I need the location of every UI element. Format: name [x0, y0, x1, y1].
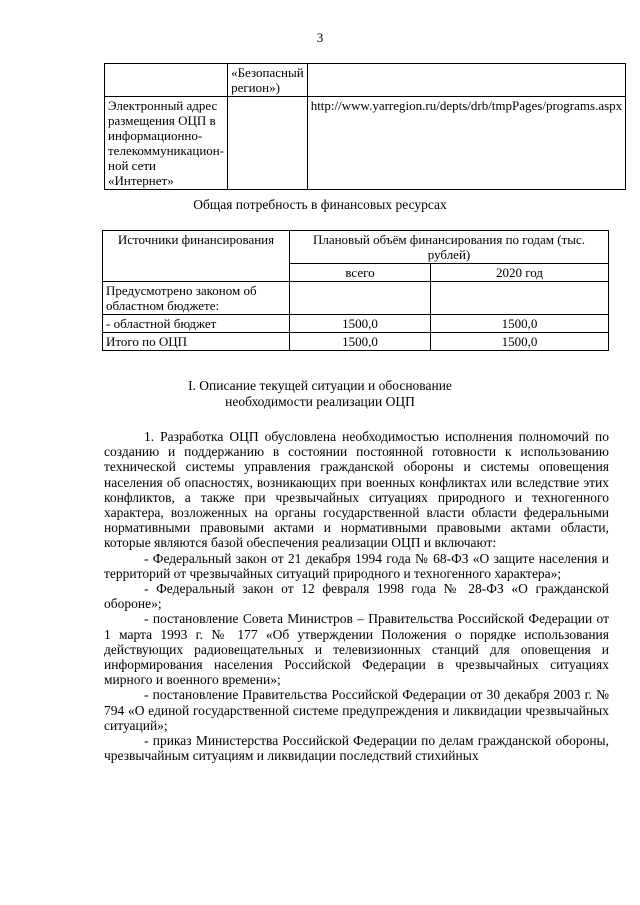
row-source: Итого по ОЦП [103, 333, 290, 351]
table-cell: Электронный адрес размещения ОЦП в информационно-телекоммуникацион-ной сети «Интернет» [105, 97, 228, 190]
row-year [430, 282, 608, 315]
row-total [290, 282, 431, 315]
list-item: - Федеральный закон от 21 декабря 1994 года № 68-ФЗ «О защите населения и территорий от чрезвычайных ситуаций природного и техногенного характера»; [104, 550, 609, 581]
table-row [105, 97, 626, 190]
row-source: Предусмотрено законом об областном бюджете: [103, 282, 290, 315]
table-row [103, 333, 609, 351]
list-item: - приказ Министерства Российской Федерации по делам гражданской обороны, чрезвычайным ситуациям и ликвидации последствий стихийных [104, 733, 609, 764]
section-heading [0, 378, 640, 410]
row-year: 1500,0 [430, 315, 608, 333]
financing-title: Общая потребность в финансовых ресурсах [193, 197, 447, 212]
table-cell [307, 64, 625, 97]
list-item: - Федеральный закон от 12 февраля 1998 года № 28-ФЗ «О гражданской обороне»; [104, 581, 609, 612]
header-source: Источники финансирования [103, 231, 290, 282]
row-total: 1500,0 [290, 315, 431, 333]
row-total: 1500,0 [290, 333, 431, 351]
section-heading-line: I. Описание текущей ситуации и обоснование [188, 378, 452, 393]
list-item: - постановление Совета Министров – Правительства Российской Федерации от 1 марта 1993 г. № 177 «Об утверждении Положения о порядке использования действующих радиовещательных и телевизионных станций для оповещения и информирования населения Российской Федерации в чрезвычайных ситуациях мирного и военного времени»; [104, 611, 609, 688]
row-year: 1500,0 [430, 333, 608, 351]
row-source: - областной бюджет [103, 315, 290, 333]
table-row [105, 64, 626, 97]
body-text [104, 429, 609, 763]
header-total: всего [290, 264, 431, 282]
section-heading-line: необходимости реализации ОЦП [225, 394, 415, 409]
financing-table [102, 230, 609, 351]
table-header-row [103, 231, 609, 264]
header-year: 2020 год [430, 264, 608, 282]
website-url: http://www.yarregion.ru/depts/drb/tmpPages/programs.aspx [307, 97, 625, 190]
table-cell: «Безопасный регион») [228, 64, 308, 97]
table-cell [228, 97, 308, 190]
table-row [103, 282, 609, 315]
table-cell [105, 64, 228, 97]
paragraph: 1. Разработка ОЦП обусловлена необходимостью исполнения полномочий по созданию и поддержанию в состоянии постоянной готовности к использованию технической системы управления гражданской обороны и системы оповещения населения об опасностях, возникающих при военных конфликтах или вследствие этих конфликтов, а также при чрезвычайных ситуациях природного и техногенного характера, возложенных на органы государственной власти области федеральными нормативными правовыми актами и нормативными правовыми актами области, которые являются базой обеспечения реализации ОЦП и включают: [104, 429, 609, 551]
table-row [103, 315, 609, 333]
header-plan: Плановый объём финансирования по годам (тыс. рублей) [290, 231, 609, 264]
list-item: - постановление Правительства Российской Федерации от 30 декабря 2003 г. № 794 «О единой государственной системе предупреждения и ликвидации чрезвычайных ситуаций»; [104, 687, 609, 733]
program-info-table [104, 63, 626, 190]
page-number: 3 [316, 30, 324, 45]
